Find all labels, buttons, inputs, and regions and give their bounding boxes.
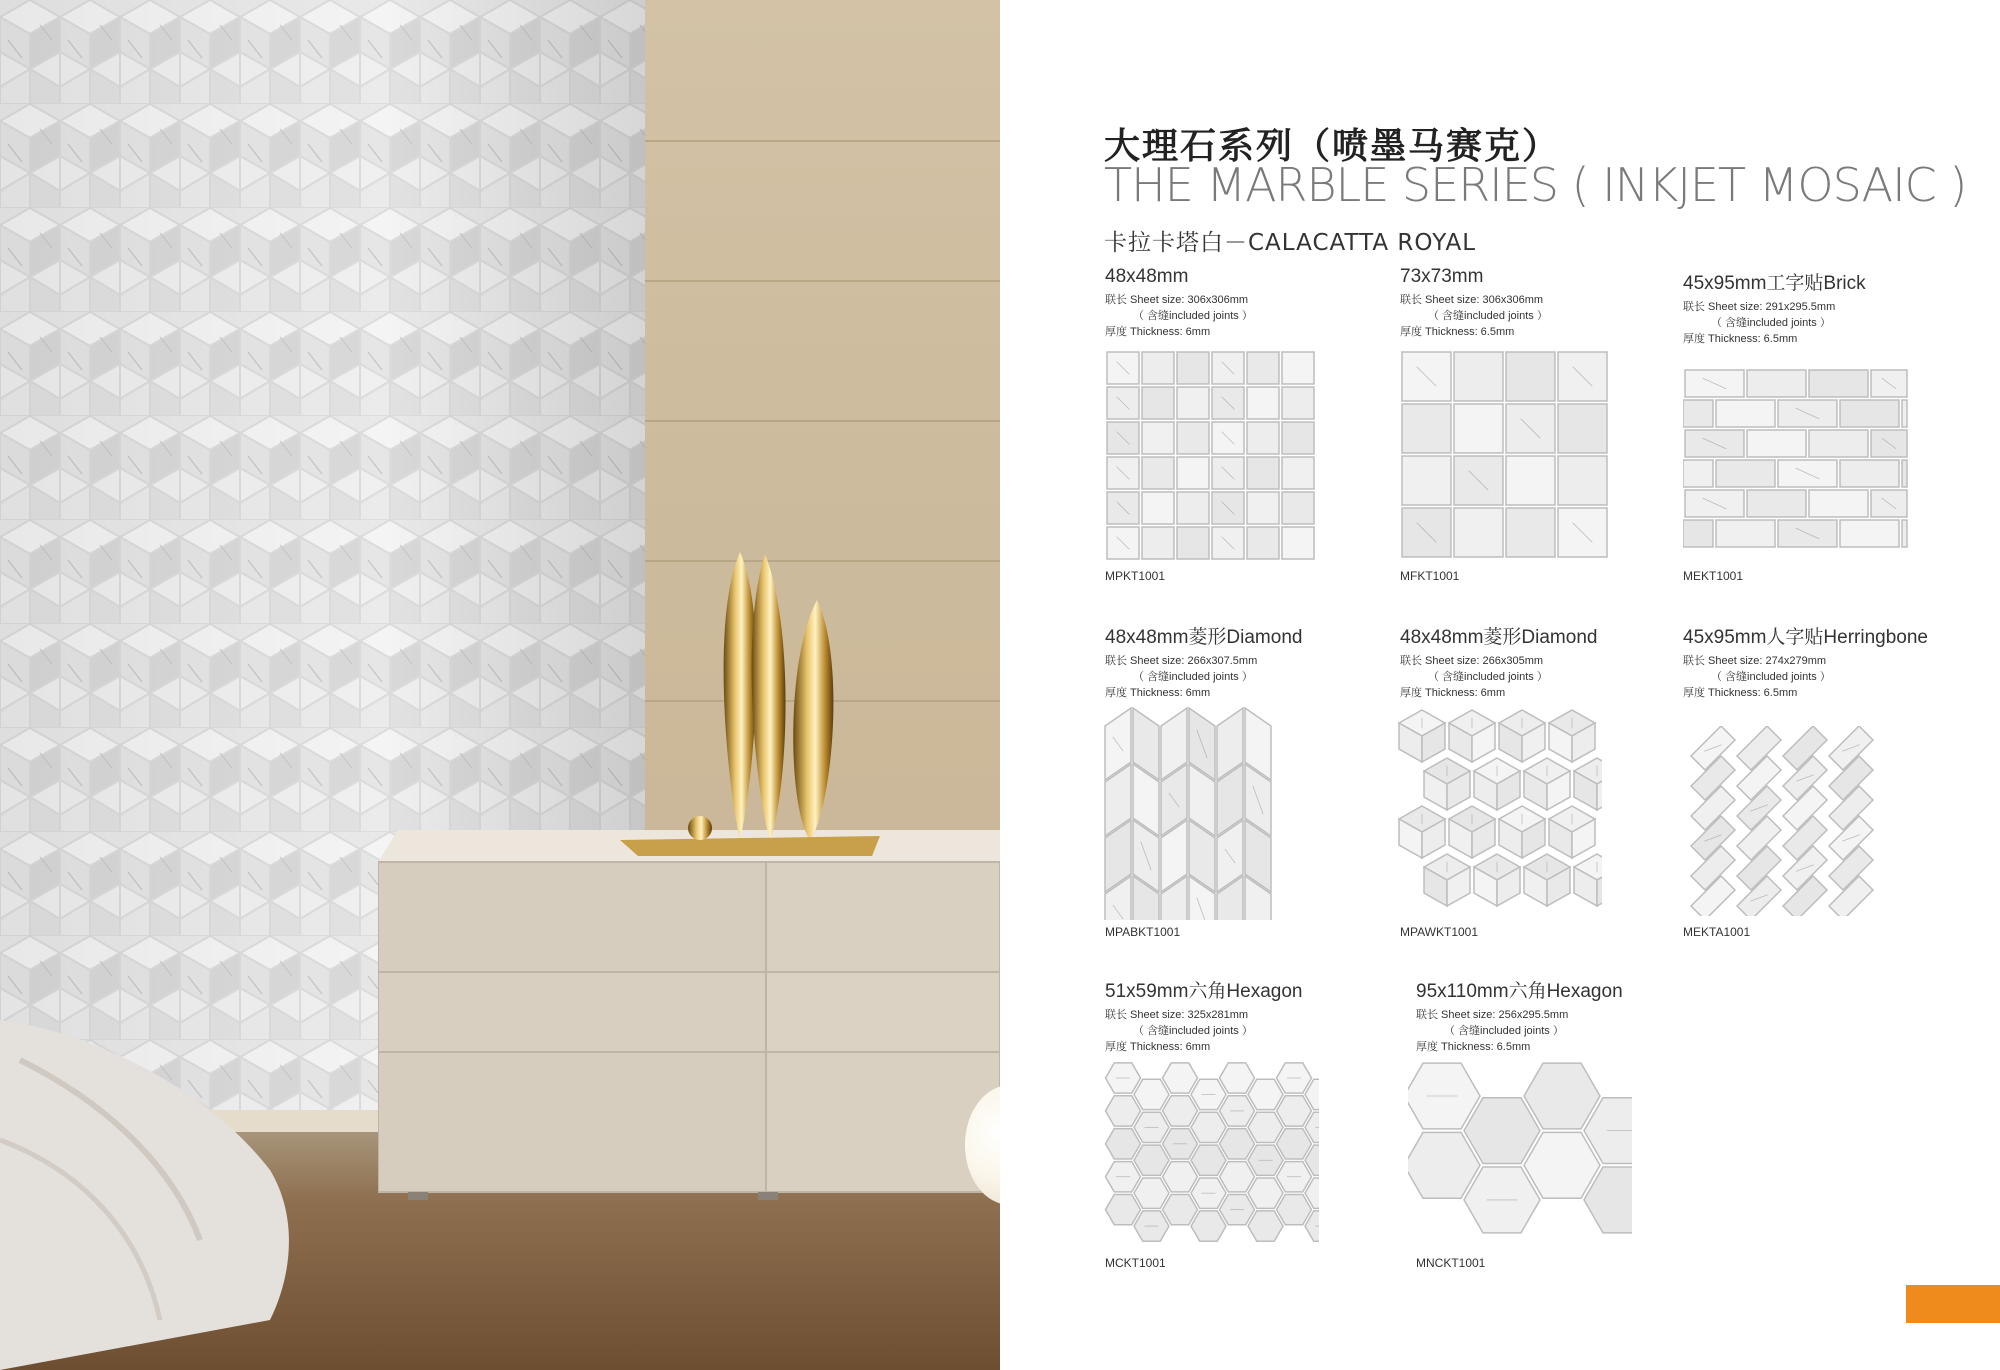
mosaic-tile	[1134, 1145, 1169, 1175]
product-spec: 联长 Sheet size: 266x307.5mm （ 含缝included joints ） 厚度 Thickness: 6mm	[1105, 655, 1258, 699]
mosaic-tile	[1902, 520, 1907, 547]
mosaic-tile	[1177, 387, 1209, 419]
product-code: MPAWKT1001	[1400, 925, 1479, 939]
mosaic-tile	[1840, 400, 1899, 427]
product-size: 95x110mm六角Hexagon	[1416, 981, 1623, 1002]
product-size: 73x73mm	[1400, 266, 1484, 287]
mosaic-tile	[1248, 1211, 1283, 1241]
title-english: THE MARBLE SERIES ( INKJET MOSAIC )	[1104, 158, 1967, 212]
mosaic-tile	[1142, 352, 1174, 384]
mosaic-tile	[1142, 527, 1174, 559]
mosaic-tile	[1716, 460, 1775, 487]
mosaic-tile	[1248, 1178, 1283, 1208]
product-spec: 联长 Sheet size: 325x281mm （ 含缝included joints ） 厚度 Thickness: 6mm	[1105, 1009, 1253, 1053]
product-spec: 联长 Sheet size: 266x305mm （ 含缝included joints ） 厚度 Thickness: 6mm	[1400, 655, 1548, 699]
product-card	[1400, 266, 1690, 583]
product-code: MNCKT1001	[1416, 1256, 1486, 1270]
product-card	[1416, 976, 1706, 1270]
mosaic-tile	[1177, 457, 1209, 489]
product-size: 48x48mm	[1105, 266, 1189, 287]
product-size: 48x48mm菱形Diamond	[1400, 627, 1598, 648]
mosaic-tile	[1142, 387, 1174, 419]
product-spec: 联长 Sheet size: 256x295.5mm （ 含缝included joints ） 厚度 Thickness: 6.5mm	[1416, 1009, 1569, 1053]
product-size: 51x59mm六角Hexagon	[1105, 981, 1303, 1002]
bed-corner	[0, 1020, 300, 1370]
mosaic-tile	[1506, 508, 1555, 557]
mosaic-tile	[1282, 352, 1314, 384]
product-code: MFKT1001	[1400, 569, 1460, 583]
mosaic-tile	[1177, 492, 1209, 524]
product-code: MPKT1001	[1105, 569, 1166, 583]
tile-swatch	[1408, 1060, 1632, 1256]
mosaic-tile	[1248, 1112, 1283, 1142]
tile-swatch	[1400, 350, 1612, 562]
mosaic-tile	[1163, 1194, 1198, 1224]
mosaic-tile	[1840, 460, 1899, 487]
mosaic-tile	[1454, 404, 1503, 453]
mosaic-tile	[1282, 387, 1314, 419]
mosaic-tile	[1134, 1178, 1169, 1208]
mosaic-tile	[1277, 1096, 1312, 1126]
tile-swatch	[1105, 350, 1317, 562]
catalog-page	[1000, 0, 2000, 1370]
product-card	[1400, 622, 1690, 939]
mosaic-tile	[1220, 1129, 1255, 1159]
product-spec: 联长 Sheet size: 291x295.5mm （ 含缝included joints ） 厚度 Thickness: 6.5mm	[1683, 301, 1836, 345]
mosaic-tile	[1716, 520, 1775, 547]
mosaic-tile	[1247, 492, 1279, 524]
mosaic-tile	[1716, 400, 1775, 427]
mosaic-tile	[1134, 1079, 1169, 1109]
mosaic-tile	[1177, 527, 1209, 559]
mosaic-tile	[1809, 490, 1868, 517]
product-code: MEKT1001	[1683, 569, 1744, 583]
mosaic-tile	[1247, 387, 1279, 419]
mosaic-tile	[1454, 352, 1503, 401]
product-spec: 联长 Sheet size: 306x306mm （ 含缝included joints ） 厚度 Thickness: 6mm	[1105, 294, 1253, 338]
mosaic-tile	[1177, 352, 1209, 384]
mosaic-tile	[1247, 527, 1279, 559]
mosaic-tile	[1220, 1162, 1255, 1192]
mosaic-tile	[1142, 457, 1174, 489]
mosaic-tile	[1220, 1063, 1255, 1093]
page-tab-marker	[1906, 1285, 2000, 1323]
mosaic-tile	[1506, 456, 1555, 505]
mosaic-tile	[1277, 1129, 1312, 1159]
mosaic-tile	[1809, 430, 1868, 457]
mosaic-tile	[1408, 1132, 1480, 1198]
mosaic-tile	[1106, 1194, 1141, 1224]
tile-swatch	[1398, 706, 1602, 924]
mosaic-tile	[1163, 1063, 1198, 1093]
mosaic-tile	[1163, 1162, 1198, 1192]
mosaic-tile	[1177, 422, 1209, 454]
mosaic-tile	[1558, 456, 1607, 505]
mosaic-tile	[1191, 1112, 1226, 1142]
mosaic-tile	[1277, 1194, 1312, 1224]
mosaic-tile	[1191, 1145, 1226, 1175]
mosaic-tile	[1248, 1079, 1283, 1109]
mosaic-tile	[1282, 492, 1314, 524]
mosaic-tile	[1247, 457, 1279, 489]
tile-swatch	[1683, 368, 1909, 560]
product-spec: 联长 Sheet size: 274x279mm （ 含缝included joints ） 厚度 Thickness: 6.5mm	[1683, 655, 1831, 699]
mosaic-tile	[1247, 352, 1279, 384]
mosaic-tile	[1402, 456, 1451, 505]
mosaic-tile	[1902, 400, 1907, 427]
series-subtitle: 卡拉卡塔白－CALACATTA ROYAL	[1104, 230, 1477, 256]
product-card	[1105, 976, 1395, 1270]
mosaic-tile	[1809, 370, 1868, 397]
mosaic-tile	[1191, 1211, 1226, 1241]
mosaic-tile	[1524, 1063, 1600, 1129]
product-card	[1105, 622, 1395, 939]
mosaic-tile	[1402, 404, 1451, 453]
tile-swatch	[1103, 706, 1277, 920]
mosaic-tile	[1282, 422, 1314, 454]
mosaic-tile	[1464, 1098, 1540, 1164]
product-spec: 联长 Sheet size: 306x306mm （ 含缝included joints ） 厚度 Thickness: 6.5mm	[1400, 294, 1548, 338]
mosaic-tile	[1558, 404, 1607, 453]
mosaic-tile	[1747, 430, 1806, 457]
mosaic-tile	[1683, 400, 1713, 427]
product-card	[1683, 268, 1973, 583]
tile-swatch	[1681, 726, 1881, 916]
mosaic-tile	[1142, 492, 1174, 524]
mosaic-tile	[1163, 1096, 1198, 1126]
product-size: 45x95mm人字贴Herringbone	[1683, 627, 1928, 648]
mosaic-tile	[1106, 1129, 1141, 1159]
title-chinese: 大理石系列（喷墨马赛克）	[1104, 126, 1561, 167]
product-size: 45x95mm工字贴Brick	[1683, 273, 1866, 294]
mosaic-tile	[1247, 422, 1279, 454]
mosaic-tile	[1840, 520, 1899, 547]
dresser	[378, 830, 1000, 1200]
mosaic-tile	[1282, 527, 1314, 559]
gold-vases	[610, 540, 890, 870]
mosaic-tile	[1747, 370, 1806, 397]
product-code: MEKTA1001	[1683, 925, 1751, 939]
product-code: MPABKT1001	[1105, 925, 1181, 939]
mosaic-tile	[1747, 490, 1806, 517]
mosaic-tile	[1683, 460, 1713, 487]
product-card	[1683, 622, 1973, 939]
mosaic-tile	[1142, 422, 1174, 454]
product-card	[1105, 266, 1395, 583]
mosaic-tile	[1282, 457, 1314, 489]
tile-swatch	[1103, 1060, 1319, 1256]
mosaic-tile	[1454, 508, 1503, 557]
mosaic-tile	[1902, 460, 1907, 487]
mosaic-tile	[1106, 1096, 1141, 1126]
mosaic-tile	[1524, 1132, 1600, 1198]
mosaic-tile	[1506, 352, 1555, 401]
product-code: MCKT1001	[1105, 1256, 1166, 1270]
mosaic-tile	[1683, 520, 1713, 547]
product-size: 48x48mm菱形Diamond	[1105, 627, 1303, 648]
